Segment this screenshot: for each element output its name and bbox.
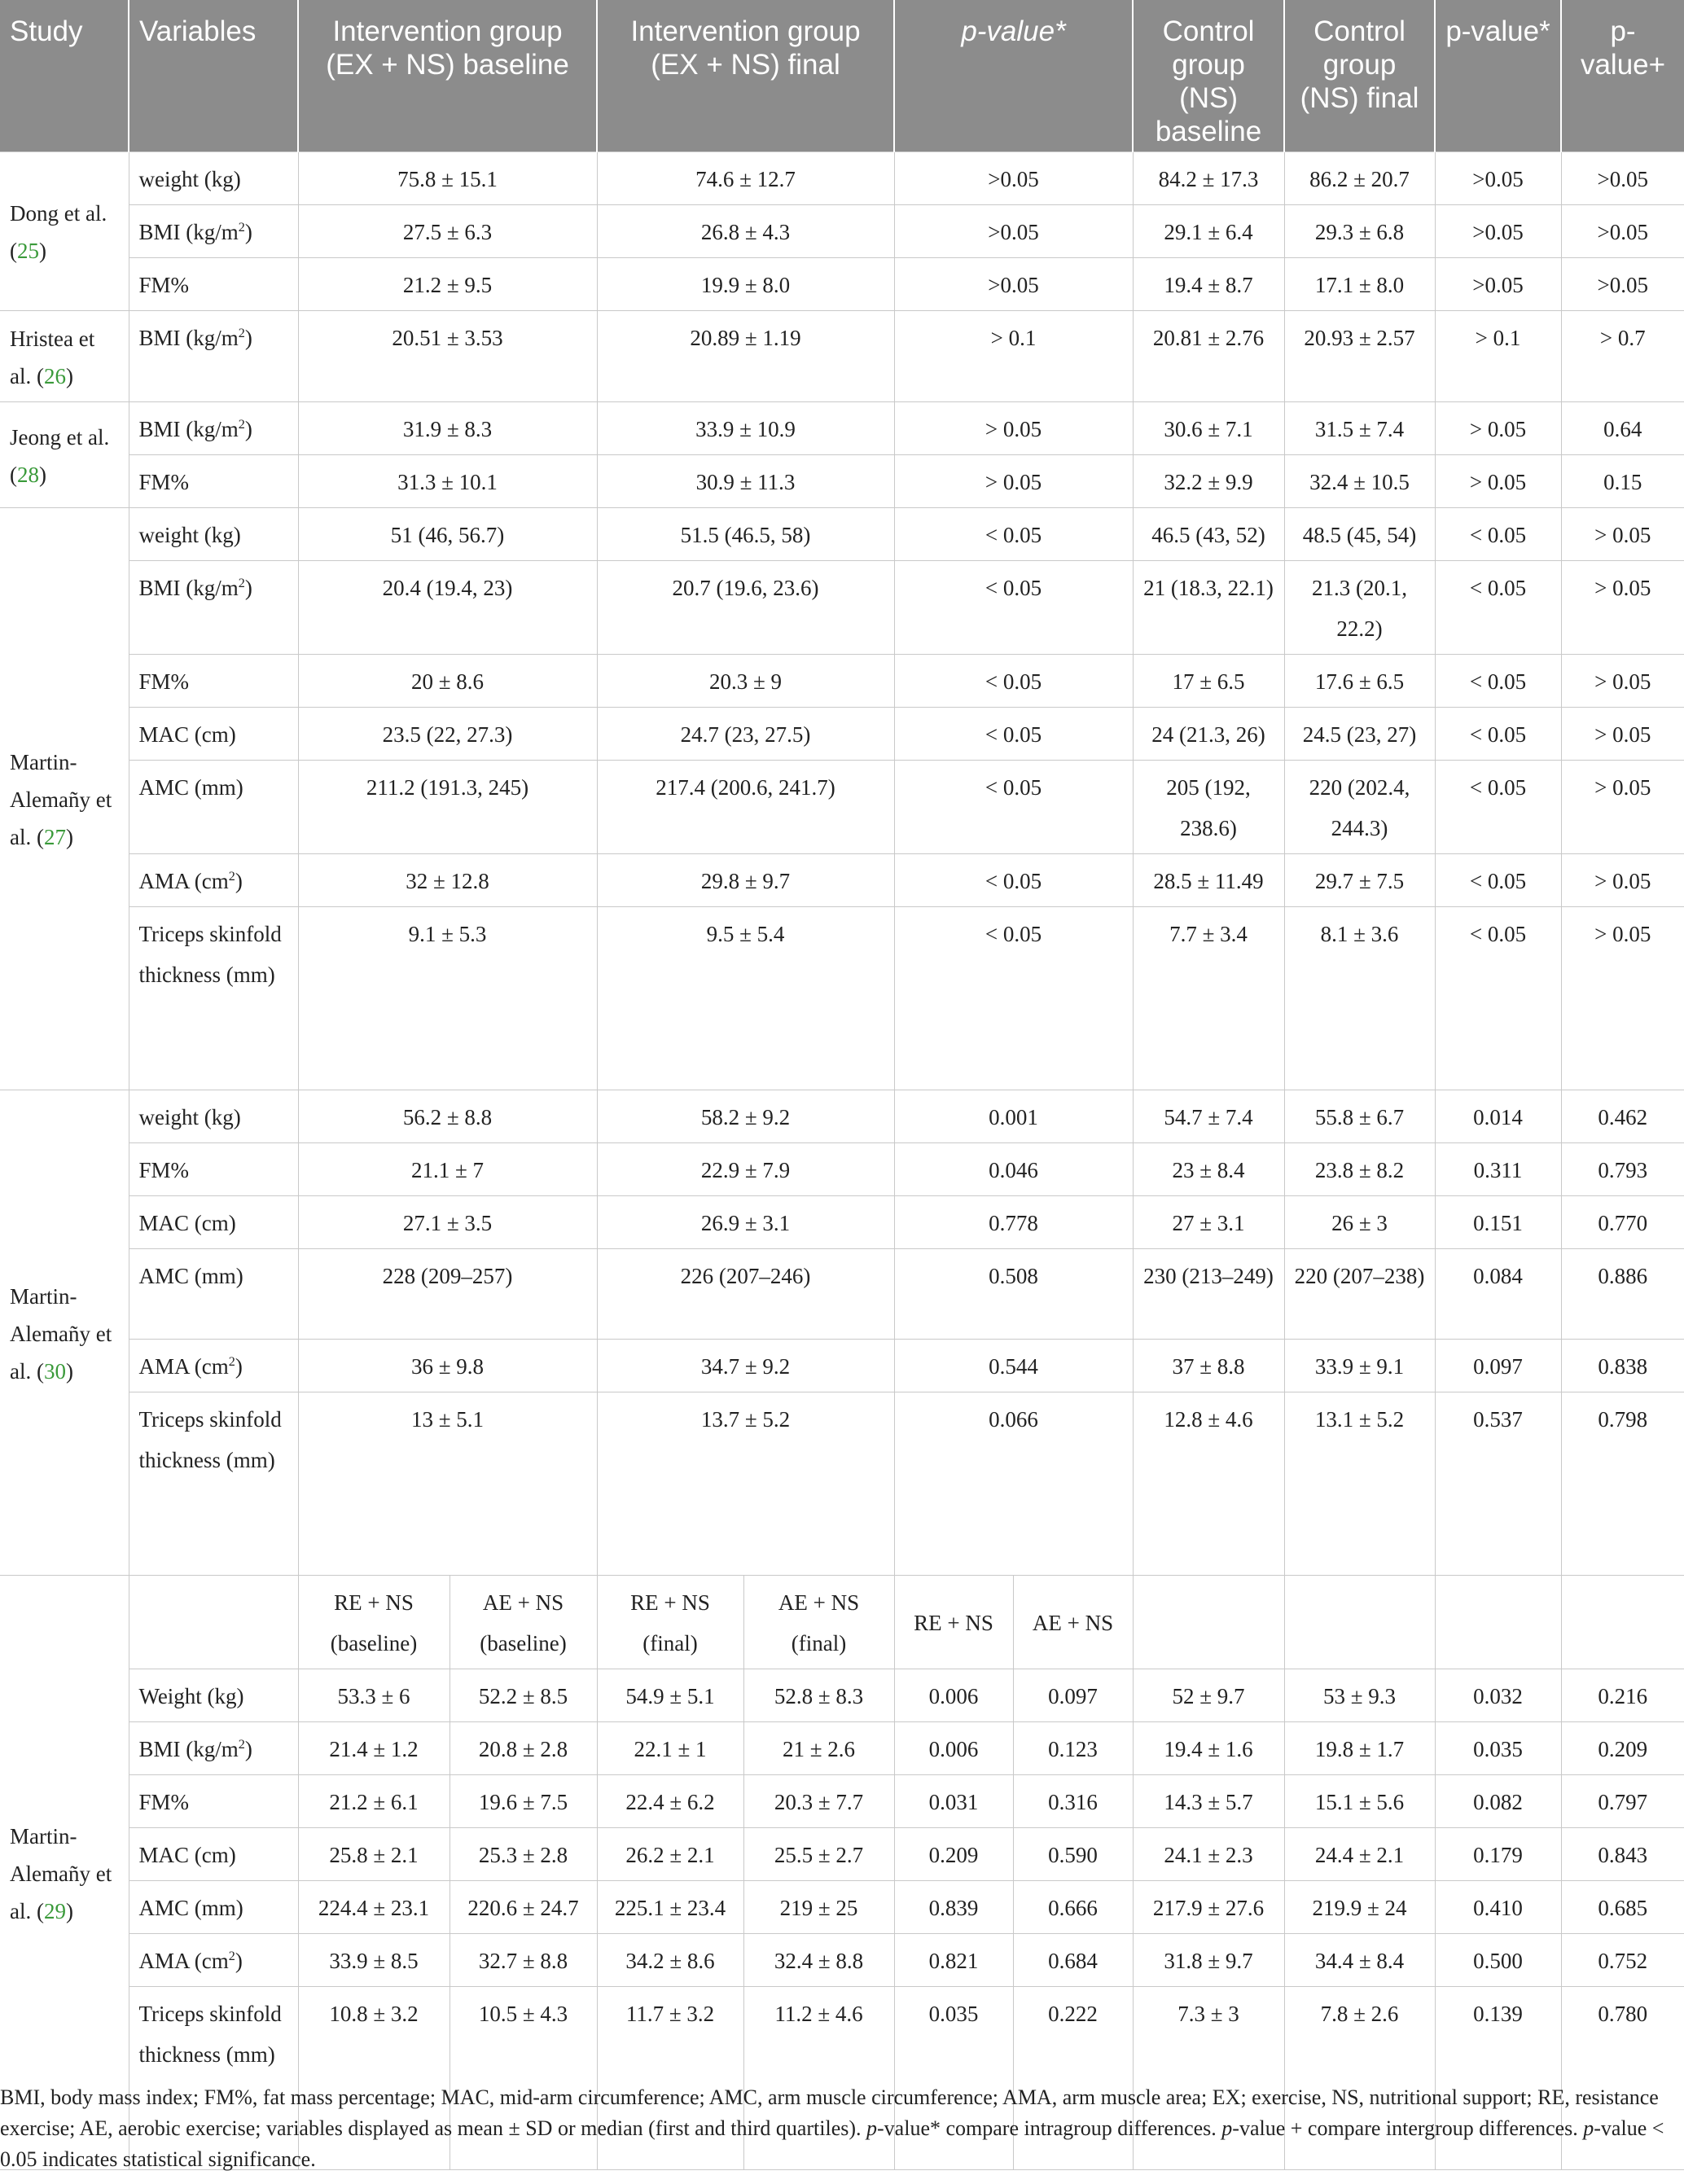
table-cell: > 0.05 — [1561, 854, 1684, 907]
table-cell: 28.5 ± 11.49 — [1133, 854, 1284, 907]
table-cell: 33.9 ± 10.9 — [597, 402, 894, 455]
header-intervention-final: Intervention group (EX + NS) final — [597, 0, 894, 152]
table-cell: 20.3 ± 7.7 — [743, 1775, 894, 1828]
table-cell: 23.8 ± 8.2 — [1284, 1143, 1435, 1196]
table-cell: > 0.05 — [894, 455, 1133, 508]
table-cell: < 0.05 — [894, 854, 1133, 907]
table-cell: 32.7 ± 8.8 — [450, 1934, 597, 1987]
table-cell: 205 (192, 238.6) — [1133, 761, 1284, 854]
table-cell: 52.8 ± 8.3 — [743, 1669, 894, 1722]
table-cell: 17 ± 6.5 — [1133, 655, 1284, 708]
table-cell: 15.1 ± 5.6 — [1284, 1775, 1435, 1828]
table-cell: > 0.05 — [1561, 907, 1684, 1090]
table-cell: AMC (mm) — [129, 1249, 298, 1340]
table-cell: 225.1 ± 23.4 — [597, 1881, 743, 1934]
table-cell — [1435, 1576, 1561, 1669]
table-cell: < 0.05 — [1435, 854, 1561, 907]
table-cell: FM% — [129, 258, 298, 311]
table-cell: >0.05 — [1435, 152, 1561, 205]
table-cell: 0.685 — [1561, 1881, 1684, 1934]
table-row — [0, 1934, 1684, 1987]
table-cell — [129, 1576, 298, 1669]
table-cell: BMI $(kg/m^2)$ — [129, 205, 298, 258]
table-cell: 0.222 — [1013, 1987, 1133, 2170]
table-cell: 52 ± 9.7 — [1133, 1669, 1284, 1722]
table-cell: 29.1 ± 6.4 — [1133, 205, 1284, 258]
table-cell: weight (kg) — [129, 152, 298, 205]
table-cell: 226 (207–246) — [597, 1249, 894, 1340]
study-cell: Hristea et al. (26) — [0, 311, 129, 402]
table-cell: 20.89 ± 1.19 — [597, 311, 894, 402]
table-cell: BMI $(kg/m^2)$ — [129, 402, 298, 455]
table-cell: 22.1 ± 1 — [597, 1722, 743, 1775]
table-cell: 24.7 (23, 27.5) — [597, 708, 894, 761]
table-cell: 19.8 ± 1.7 — [1284, 1722, 1435, 1775]
table-cell: 10.5 ± 4.3 — [450, 1987, 597, 2170]
table-cell: 0.151 — [1435, 1196, 1561, 1249]
table-cell: 21 ± 2.6 — [743, 1722, 894, 1775]
table-cell: 0.035 — [894, 1987, 1013, 2170]
table-cell: RE + NS (final) — [597, 1576, 743, 1669]
table-body — [0, 152, 1684, 2170]
table-cell: 0.123 — [1013, 1722, 1133, 1775]
table-cell: < 0.05 — [1435, 907, 1561, 1090]
table-cell: 22.9 ± 7.9 — [597, 1143, 894, 1196]
header-pvalue-intragroup-control: p-value* — [1435, 0, 1561, 152]
table-cell: 20.8 ± 2.8 — [450, 1722, 597, 1775]
table-cell: MAC (cm) — [129, 708, 298, 761]
table-cell: 29.8 ± 9.7 — [597, 854, 894, 907]
table-cell: 86.2 ± 20.7 — [1284, 152, 1435, 205]
table-cell: 22.4 ± 6.2 — [597, 1775, 743, 1828]
table-cell: 36 ± 9.8 — [298, 1340, 597, 1392]
table-cell: AMC (mm) — [129, 761, 298, 854]
table-cell: 0.839 — [894, 1881, 1013, 1934]
table-row — [0, 761, 1684, 854]
table-cell: 27.5 ± 6.3 — [298, 205, 597, 258]
table-cell: 211.2 (191.3, 245) — [298, 761, 597, 854]
table-cell: 14.3 ± 5.7 — [1133, 1775, 1284, 1828]
study-cell: Dong et al. (25) — [0, 152, 129, 311]
table-cell: 219.9 ± 24 — [1284, 1881, 1435, 1934]
table-cell: 0.216 — [1561, 1669, 1684, 1722]
table-cell: < 0.05 — [894, 561, 1133, 655]
table-cell: 0.778 — [894, 1196, 1133, 1249]
table-cell: 0.311 — [1435, 1143, 1561, 1196]
table-cell: 17.1 ± 8.0 — [1284, 258, 1435, 311]
table-row — [0, 311, 1684, 402]
table-cell: 0.500 — [1435, 1934, 1561, 1987]
table-cell: 19.9 ± 8.0 — [597, 258, 894, 311]
table-cell: 0.797 — [1561, 1775, 1684, 1828]
table-cell: AE + NS — [1013, 1576, 1133, 1669]
table-cell: < 0.05 — [894, 708, 1133, 761]
table-cell: 31.9 ± 8.3 — [298, 402, 597, 455]
table-cell: >0.05 — [1561, 205, 1684, 258]
table-cell — [1284, 1576, 1435, 1669]
table-row — [0, 258, 1684, 311]
table-cell: 31.8 ± 9.7 — [1133, 1934, 1284, 1987]
table-cell: RE + NS (baseline) — [298, 1576, 450, 1669]
table-cell: 23.5 (22, 27.3) — [298, 708, 597, 761]
table-cell: 24.1 ± 2.3 — [1133, 1828, 1284, 1881]
table-cell: 0.537 — [1435, 1392, 1561, 1576]
table-cell: 34.2 ± 8.6 — [597, 1934, 743, 1987]
table-cell: 0.666 — [1013, 1881, 1133, 1934]
table-cell: 0.066 — [894, 1392, 1133, 1576]
table-cell: 84.2 ± 17.3 — [1133, 152, 1284, 205]
table-row — [0, 854, 1684, 907]
table-cell: 8.1 ± 3.6 — [1284, 907, 1435, 1090]
table-cell: >0.05 — [1561, 152, 1684, 205]
table-cell: 0.798 — [1561, 1392, 1684, 1576]
table-cell: 11.2 ± 4.6 — [743, 1987, 894, 2170]
table-cell: 220 (207–238) — [1284, 1249, 1435, 1340]
table-cell: < 0.05 — [894, 655, 1133, 708]
table-row — [0, 1669, 1684, 1722]
table-cell: >0.05 — [894, 258, 1133, 311]
table-footnote: BMI, body mass index; FM%, fat mass percentage; MAC, mid-arm circumference; AMC, arm muscle circumference; AMA, arm muscle area; EX; exercise, NS, nutritional support; RE, resistance exercise; AE, aerobic exercise; variables displayed as mean ± SD or median (first and third quartiles). p-value* compare intragroup differences. p-value + compare intergroup differences. p-value < 0.05 indicates statistical significance. — [0, 2085, 1664, 2171]
table-cell: 21.2 ± 9.5 — [298, 258, 597, 311]
table-cell: 53.3 ± 6 — [298, 1669, 450, 1722]
table-cell: < 0.05 — [894, 907, 1133, 1090]
table-cell: 75.8 ± 15.1 — [298, 152, 597, 205]
table-cell: 0.084 — [1435, 1249, 1561, 1340]
table-row — [0, 205, 1684, 258]
table-cell: > 0.7 — [1561, 311, 1684, 402]
table-cell: 9.5 ± 5.4 — [597, 907, 894, 1090]
table-cell: 21 (18.3, 22.1) — [1133, 561, 1284, 655]
table-row — [0, 1392, 1684, 1576]
table-cell: 26.2 ± 2.1 — [597, 1828, 743, 1881]
table-cell: AE + NS (baseline) — [450, 1576, 597, 1669]
table-cell: 230 (213–249) — [1133, 1249, 1284, 1340]
table-cell: 19.4 ± 1.6 — [1133, 1722, 1284, 1775]
table-cell: 52.2 ± 8.5 — [450, 1669, 597, 1722]
header-row — [0, 0, 1684, 152]
table-cell: 34.4 ± 8.4 — [1284, 1934, 1435, 1987]
table-cell: < 0.05 — [1435, 508, 1561, 561]
table-cell: 32.4 ± 8.8 — [743, 1934, 894, 1987]
table-row — [0, 1090, 1684, 1143]
table-row — [0, 655, 1684, 708]
table-cell: 26.8 ± 4.3 — [597, 205, 894, 258]
table-cell: 0.179 — [1435, 1828, 1561, 1881]
table-cell: 26 ± 3 — [1284, 1196, 1435, 1249]
table-cell: 19.6 ± 7.5 — [450, 1775, 597, 1828]
table-cell: 24.5 (23, 27) — [1284, 708, 1435, 761]
table-cell: 30.6 ± 7.1 — [1133, 402, 1284, 455]
table-row — [0, 1196, 1684, 1249]
table-cell: 54.7 ± 7.4 — [1133, 1090, 1284, 1143]
study-cell: Jeong et al. (28) — [0, 402, 129, 508]
table-cell: 7.3 ± 3 — [1133, 1987, 1284, 2170]
table-cell: 0.097 — [1013, 1669, 1133, 1722]
table-cell: 217.9 ± 27.6 — [1133, 1881, 1284, 1934]
table-cell: 217.4 (200.6, 241.7) — [597, 761, 894, 854]
table-cell: 0.316 — [1013, 1775, 1133, 1828]
table-cell: > 0.05 — [1561, 508, 1684, 561]
table-cell: Triceps skinfold thickness (mm) — [129, 907, 298, 1090]
table-cell: 0.035 — [1435, 1722, 1561, 1775]
table-cell: 19.4 ± 8.7 — [1133, 258, 1284, 311]
table-cell: 20.4 (19.4, 23) — [298, 561, 597, 655]
table-cell: 20.3 ± 9 — [597, 655, 894, 708]
table-cell: 0.006 — [894, 1722, 1013, 1775]
table-row — [0, 455, 1684, 508]
table-cell: 29.7 ± 7.5 — [1284, 854, 1435, 907]
table-cell: Triceps skinfold thickness (mm) — [129, 1987, 298, 2170]
table-cell: 10.8 ± 3.2 — [298, 1987, 450, 2170]
table-cell: 21.2 ± 6.1 — [298, 1775, 450, 1828]
table-cell: > 0.05 — [1435, 402, 1561, 455]
table-cell: weight (kg) — [129, 508, 298, 561]
table-cell: 54.9 ± 5.1 — [597, 1669, 743, 1722]
table-cell: 12.8 ± 4.6 — [1133, 1392, 1284, 1576]
header-variables: Variables — [129, 0, 298, 152]
table-cell: 7.7 ± 3.4 — [1133, 907, 1284, 1090]
table-cell: 0.410 — [1435, 1881, 1561, 1934]
table-cell: > 0.1 — [1435, 311, 1561, 402]
table-cell: AMA $(cm^2)$ — [129, 854, 298, 907]
table-cell: 13.1 ± 5.2 — [1284, 1392, 1435, 1576]
table-cell: 219 ± 25 — [743, 1881, 894, 1934]
table-cell: BMI $(kg/m^2)$ — [129, 311, 298, 402]
table-cell: Weight (kg) — [129, 1669, 298, 1722]
table-cell: < 0.05 — [894, 761, 1133, 854]
table-cell: 56.2 ± 8.8 — [298, 1090, 597, 1143]
table-cell: 20.93 ± 2.57 — [1284, 311, 1435, 402]
table-cell: 55.8 ± 6.7 — [1284, 1090, 1435, 1143]
table-cell: weight (kg) — [129, 1090, 298, 1143]
table-cell: 0.64 — [1561, 402, 1684, 455]
table-cell: > 0.05 — [1561, 761, 1684, 854]
table-row — [0, 152, 1684, 205]
table-cell: 0.843 — [1561, 1828, 1684, 1881]
table-row — [0, 561, 1684, 655]
table-cell: 21.4 ± 1.2 — [298, 1722, 450, 1775]
table-row — [0, 1340, 1684, 1392]
table-cell: AMC (mm) — [129, 1881, 298, 1934]
study-cell: Martin-Alemañy et al. (30) — [0, 1090, 129, 1576]
table-cell: 0.139 — [1435, 1987, 1561, 2170]
table-cell: 24.4 ± 2.1 — [1284, 1828, 1435, 1881]
table-row — [0, 1828, 1684, 1881]
table-cell: 26.9 ± 3.1 — [597, 1196, 894, 1249]
table-cell: >0.05 — [1435, 258, 1561, 311]
header-intervention-baseline: Intervention group (EX + NS) baseline — [298, 0, 597, 152]
table-cell: 0.031 — [894, 1775, 1013, 1828]
table-cell: 32.2 ± 9.9 — [1133, 455, 1284, 508]
table-cell: 20.51 ± 3.53 — [298, 311, 597, 402]
table-cell: >0.05 — [894, 152, 1133, 205]
table-cell: 0.097 — [1435, 1340, 1561, 1392]
table-cell: 34.7 ± 9.2 — [597, 1340, 894, 1392]
table-cell: 51.5 (46.5, 58) — [597, 508, 894, 561]
table-cell — [1133, 1576, 1284, 1669]
table-cell: < 0.05 — [1435, 655, 1561, 708]
table-cell: 31.5 ± 7.4 — [1284, 402, 1435, 455]
table-row — [0, 1722, 1684, 1775]
table-row — [0, 1881, 1684, 1934]
table-cell: > 0.05 — [894, 402, 1133, 455]
table-cell: 0.209 — [1561, 1722, 1684, 1775]
table-cell: 58.2 ± 9.2 — [597, 1090, 894, 1143]
table-cell: MAC (cm) — [129, 1196, 298, 1249]
table-cell: 17.6 ± 6.5 — [1284, 655, 1435, 708]
table-cell: 0.793 — [1561, 1143, 1684, 1196]
table-cell: 0.001 — [894, 1090, 1133, 1143]
table-row — [0, 708, 1684, 761]
subheader-row — [0, 1576, 1684, 1669]
table-cell: 0.684 — [1013, 1934, 1133, 1987]
header-control-baseline: Control group (NS) baseline — [1133, 0, 1284, 152]
header-pvalue-intragroup: p-value* — [894, 0, 1133, 152]
study-cell: Martin-Alemañy et al. (29) — [0, 1576, 129, 2170]
table-cell: 48.5 (45, 54) — [1284, 508, 1435, 561]
table-cell: 33.9 ± 9.1 — [1284, 1340, 1435, 1392]
table-cell: > 0.1 — [894, 311, 1133, 402]
table-cell: < 0.05 — [1435, 708, 1561, 761]
table-cell: 11.7 ± 3.2 — [597, 1987, 743, 2170]
table-row — [0, 402, 1684, 455]
table-cell: 0.462 — [1561, 1090, 1684, 1143]
table-cell: Triceps skinfold thickness (mm) — [129, 1392, 298, 1576]
table-cell: > 0.05 — [1561, 655, 1684, 708]
table-cell: 0.046 — [894, 1143, 1133, 1196]
table-row — [0, 1249, 1684, 1340]
table-cell: 30.9 ± 11.3 — [597, 455, 894, 508]
table-cell: 24 (21.3, 26) — [1133, 708, 1284, 761]
table-cell: 29.3 ± 6.8 — [1284, 205, 1435, 258]
table-cell: 220 (202.4, 244.3) — [1284, 761, 1435, 854]
table-cell: >0.05 — [1561, 258, 1684, 311]
table-cell: AMA $(cm^2)$ — [129, 1934, 298, 1987]
header-pvalue-intergroup: p-value+ — [1561, 0, 1684, 152]
table-cell: 0.590 — [1013, 1828, 1133, 1881]
table-cell: 0.886 — [1561, 1249, 1684, 1340]
table-cell: 0.508 — [894, 1249, 1133, 1340]
table-cell — [1561, 1576, 1684, 1669]
table-row — [0, 1775, 1684, 1828]
table-cell: 0.209 — [894, 1828, 1013, 1881]
table-cell: >0.05 — [1435, 205, 1561, 258]
table-cell: 21.1 ± 7 — [298, 1143, 597, 1196]
table-row — [0, 907, 1684, 1090]
table-cell: 20 ± 8.6 — [298, 655, 597, 708]
table-cell: >0.05 — [894, 205, 1133, 258]
table-cell: 0.082 — [1435, 1775, 1561, 1828]
table-cell: 20.7 (19.6, 23.6) — [597, 561, 894, 655]
table-cell: 33.9 ± 8.5 — [298, 1934, 450, 1987]
table-cell: 220.6 ± 24.7 — [450, 1881, 597, 1934]
table-cell: 51 (46, 56.7) — [298, 508, 597, 561]
table-cell: 0.838 — [1561, 1340, 1684, 1392]
header-control-final: Control group (NS) final — [1284, 0, 1435, 152]
table-cell: FM% — [129, 1775, 298, 1828]
table-cell: 0.780 — [1561, 1987, 1684, 2170]
table-cell: 74.6 ± 12.7 — [597, 152, 894, 205]
table-cell: 31.3 ± 10.1 — [298, 455, 597, 508]
table-cell: 25.3 ± 2.8 — [450, 1828, 597, 1881]
table-cell: 9.1 ± 5.3 — [298, 907, 597, 1090]
table-cell: AE + NS (final) — [743, 1576, 894, 1669]
table-cell: 32 ± 12.8 — [298, 854, 597, 907]
header-study: Study — [0, 0, 129, 152]
table-cell: MAC (cm) — [129, 1828, 298, 1881]
table-cell: 0.821 — [894, 1934, 1013, 1987]
table-cell: 0.770 — [1561, 1196, 1684, 1249]
table-cell: RE + NS — [894, 1576, 1013, 1669]
table-cell: 0.752 — [1561, 1934, 1684, 1987]
table-cell: 224.4 ± 23.1 — [298, 1881, 450, 1934]
table-cell: 0.544 — [894, 1340, 1133, 1392]
table-cell: 228 (209–257) — [298, 1249, 597, 1340]
table-cell: FM% — [129, 1143, 298, 1196]
table-cell: < 0.05 — [1435, 561, 1561, 655]
table-cell: 53 ± 9.3 — [1284, 1669, 1435, 1722]
table-cell: 0.014 — [1435, 1090, 1561, 1143]
study-cell: Martin-Alemañy et al. (27) — [0, 508, 129, 1090]
table-cell: 13.7 ± 5.2 — [597, 1392, 894, 1576]
table-row — [0, 508, 1684, 561]
table-cell: 21.3 (20.1, 22.2) — [1284, 561, 1435, 655]
table-cell: BMI $(kg/m^2)$ — [129, 561, 298, 655]
table-cell: > 0.05 — [1561, 708, 1684, 761]
table-cell: 27.1 ± 3.5 — [298, 1196, 597, 1249]
table-cell: 0.006 — [894, 1669, 1013, 1722]
table-cell: > 0.05 — [1435, 455, 1561, 508]
table-cell: 20.81 ± 2.76 — [1133, 311, 1284, 402]
table-cell: 13 ± 5.1 — [298, 1392, 597, 1576]
table-cell: > 0.05 — [1561, 561, 1684, 655]
table-cell: FM% — [129, 455, 298, 508]
table-cell: 25.8 ± 2.1 — [298, 1828, 450, 1881]
table-cell: < 0.05 — [1435, 761, 1561, 854]
table-cell: 7.8 ± 2.6 — [1284, 1987, 1435, 2170]
table-cell: 32.4 ± 10.5 — [1284, 455, 1435, 508]
table-cell: 27 ± 3.1 — [1133, 1196, 1284, 1249]
table-cell: BMI $(kg/m^2)$ — [129, 1722, 298, 1775]
table-cell: AMA $(cm^2)$ — [129, 1340, 298, 1392]
table-cell: 46.5 (43, 52) — [1133, 508, 1284, 561]
table-cell: < 0.05 — [894, 508, 1133, 561]
table-cell: 0.032 — [1435, 1669, 1561, 1722]
table-cell: 25.5 ± 2.7 — [743, 1828, 894, 1881]
table-cell: FM% — [129, 655, 298, 708]
table-cell: 37 ± 8.8 — [1133, 1340, 1284, 1392]
table-cell: 23 ± 8.4 — [1133, 1143, 1284, 1196]
table-row — [0, 1143, 1684, 1196]
table-cell: 0.15 — [1561, 455, 1684, 508]
